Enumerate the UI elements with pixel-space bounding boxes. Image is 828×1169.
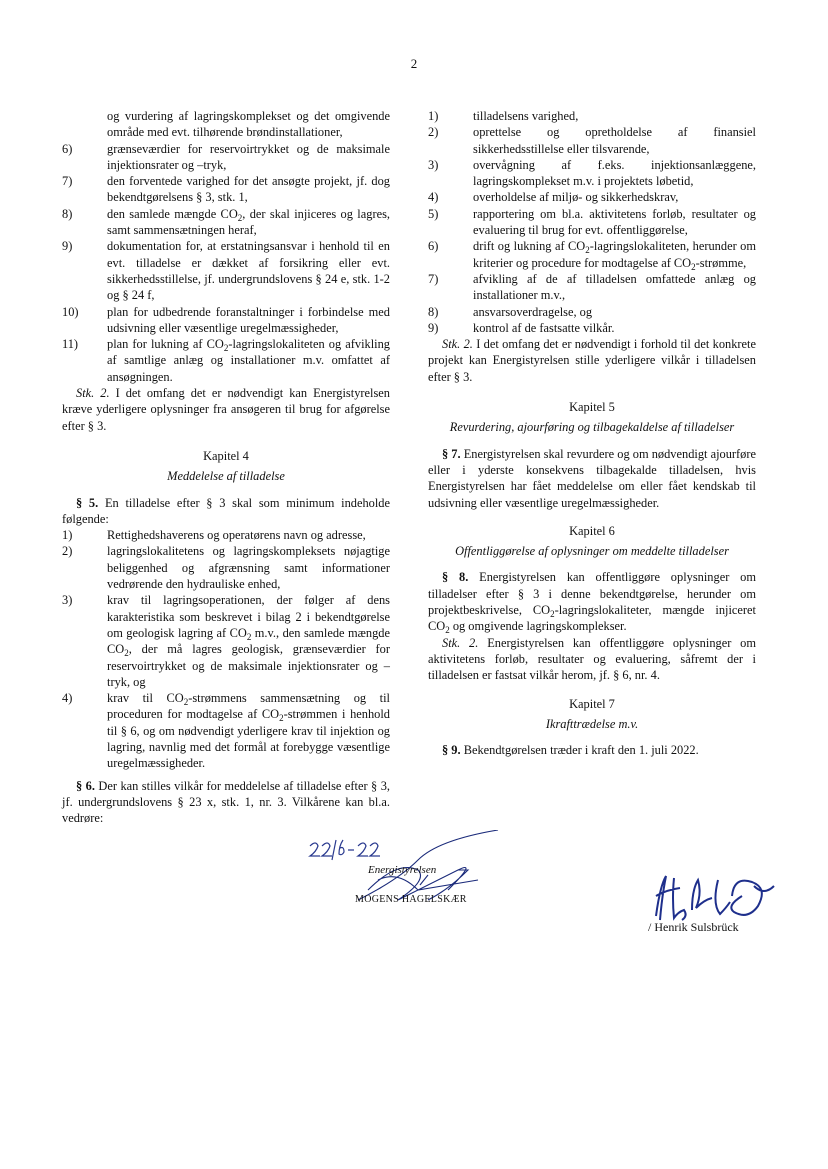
list-item-10: 10) plan for udbedrende foranstaltninger i forbindelse med udsivning eller væsentlige uregelmæssigheder, <box>62 304 390 335</box>
section-6: § 6. Der kan stilles vilkår for meddelelse af tilladelse efter § 3, jf. undergrundslovens § 23 x, stk. 1, nr. 3. Vilkårene kan bl.a. vedrøre: <box>62 778 390 826</box>
paragraph-stk2: Stk. 2. I det omfang det er nødvendigt kan Energistyrelsen kræve yderligere oplysninger fra ansøgeren til brug for afgørelse efter § 3. <box>62 386 390 433</box>
section-8: § 8. Energistyrelsen kan offentliggøre oplysninger om tilladelser efter § 3 i denne bekendtgørelse, herunder om projektbeskrivelse, $CO_2$-lagringslokaliteter, mængde injiceret $CO_2$ og omgivende lagringskomplekser. <box>428 570 756 636</box>
list-item-7: 7) den forventede varighed for det ansøgte projekt, jf. dog bekendtgørelsens § 3, stk. 1, <box>62 174 390 205</box>
chapter-7-title: Kapitel 7 <box>569 696 615 711</box>
condition-item-8: 8) ansvarsoverdragelse, og <box>428 304 593 319</box>
list-item-8: 8) den samlede mængde $CO_2$, der skal injiceres og lagres, samt sammensætningen heraf, <box>62 206 390 238</box>
page-number: 2 <box>410 56 418 71</box>
left-column <box>62 108 390 826</box>
signature-organisation: Energistyrelsen <box>368 864 437 876</box>
condition-item-6: 6) drift og lukning af $CO_2$-lagringslokaliteten, herunder om kriterier og procedure for modtagelse af $CO_2$-strømme, <box>428 239 756 272</box>
s5-item-1: 1) Rettighedshaverens og operatørens navn og adresse, <box>62 528 366 543</box>
chapter-5-title: Kapitel 5 <box>569 400 615 415</box>
condition-item-2: 2) oprettelse og opretholdelse af finansiel sikkerhedsstillelse eller tilsvarende, <box>428 125 756 156</box>
condition-item-1: 1) tilladelsens varighed, <box>428 109 579 123</box>
section-7: § 7. Energistyrelsen skal revurdere og om nødvendigt ajourføre eller i yderste konsekvens tilbagekalde tilladelsen, hvis Energistyrelsen har fået meddelelse om eller fået kendskab til udsivning eller væsentlige uregelmæssigheder. <box>428 446 756 510</box>
condition-item-5: 5) rapportering om bl.a. aktivitetens forløb, resultater og evaluering til brug for evt. offentliggørelse, <box>428 206 756 238</box>
section-9: § 9. Bekendtgørelsen træder i kraft den 1. juli 2022. <box>442 743 699 758</box>
chapter-4-subtitle: Meddelelse af tilladelse <box>167 469 285 484</box>
condition-item-3: 3) overvågning af f.eks. injektionsanlæggene, lagringskomplekset m.v. i projektets løbetid, <box>428 157 756 189</box>
signatory-name-left: MOGENS HAGELSKÆR <box>355 894 467 905</box>
s5-item-2: 2) lagringslokalitetens og lagringskompleksets nøjagtige beliggenhed og afgrænsning samt informationer vedrørende den hydrauliske enhed, <box>62 544 390 592</box>
chapter-5-subtitle: Revurdering, ajourføring og tilbagekaldelse af tilladelser <box>449 420 735 435</box>
section-5: § 5. En tilladelse efter § 3 skal som minimum indeholde følgende: <box>62 495 390 526</box>
condition-item-9: 9) kontrol af de fastsatte vilkår. <box>428 320 615 335</box>
paragraph-stk2-right: Stk. 2. I det omfang det er nødvendigt i forhold til det konkrete projekt kan Energistyrelsen stille yderligere vilkår i tilladelsen efter § 3. <box>428 337 756 384</box>
chapter-6-subtitle: Offentliggørelse af oplysninger om meddelte tilladelser <box>455 544 729 559</box>
s5-item-4: 4) krav til $CO_2$-strømmens sammensætning og til proceduren for modtagelse af $CO_2$-strømmen i henhold til § 6, og om nødvendigt yderligere krav til injektion og lagring, navnlig med det formål at forebygge væsentlige uregelmæssigheder. <box>62 691 390 771</box>
chapter-4-title: Kapitel 4 <box>203 448 249 463</box>
list-item-continuation: og vurdering af lagringskomplekset og det omgivende område med evt. tilhørende brøndinstallationer, <box>107 109 390 140</box>
right-column <box>428 108 756 758</box>
list-item-9: 9) dokumentation for, at erstatningsansvar i henhold til en evt. tilladelse er dækket af forsikring eller evt. sikkerhedsstillelse, jf. undergrundslovens § 24 e, stk. 1-2 og § 24 f, <box>62 239 390 303</box>
section-8-stk2: Stk. 2. Energistyrelsen kan offentliggøre oplysninger om aktivitetens forløb, resultater og evaluering, såfremt der i tilladelsen er fastsat vilkår herom, jf. § 6, nr. 4. <box>428 635 756 683</box>
condition-item-4: 4) overholdelse af miljø- og sikkerhedskrav, <box>428 190 679 205</box>
signatory-name-right: / Henrik Sulsbrück <box>648 920 739 934</box>
chapter-6-title: Kapitel 6 <box>569 523 615 538</box>
s5-item-3: 3) krav til lagringsoperationen, der følger af dens karakteristika som beskrevet i bilag 2 i bekendtgørelse om geologisk lagring af $CO_2$ m.v., den samlede mængde $CO_2$, der må lagres geologisk, grænseværdier for reservoirtrykket og de maksimale injektionsrater og –tryk, og <box>62 593 390 689</box>
list-item-6: 6) grænseværdier for reservoirtrykket og de maksimale injektionsrater og –tryk, <box>62 141 390 172</box>
list-items-a <box>62 141 390 206</box>
chapter-7-subtitle: Ikrafttrædelse m.v. <box>545 716 639 731</box>
list-item-11: 11) plan for lukning af $CO_2$-lagringslokaliteten og afvikling af samtlige anlæg og installationer m.v. omfattet af ansøgningen. <box>62 337 390 384</box>
condition-item-7: 7) afvikling af de af tilladelsen omfattede anlæg og installationer m.v., <box>428 271 756 303</box>
